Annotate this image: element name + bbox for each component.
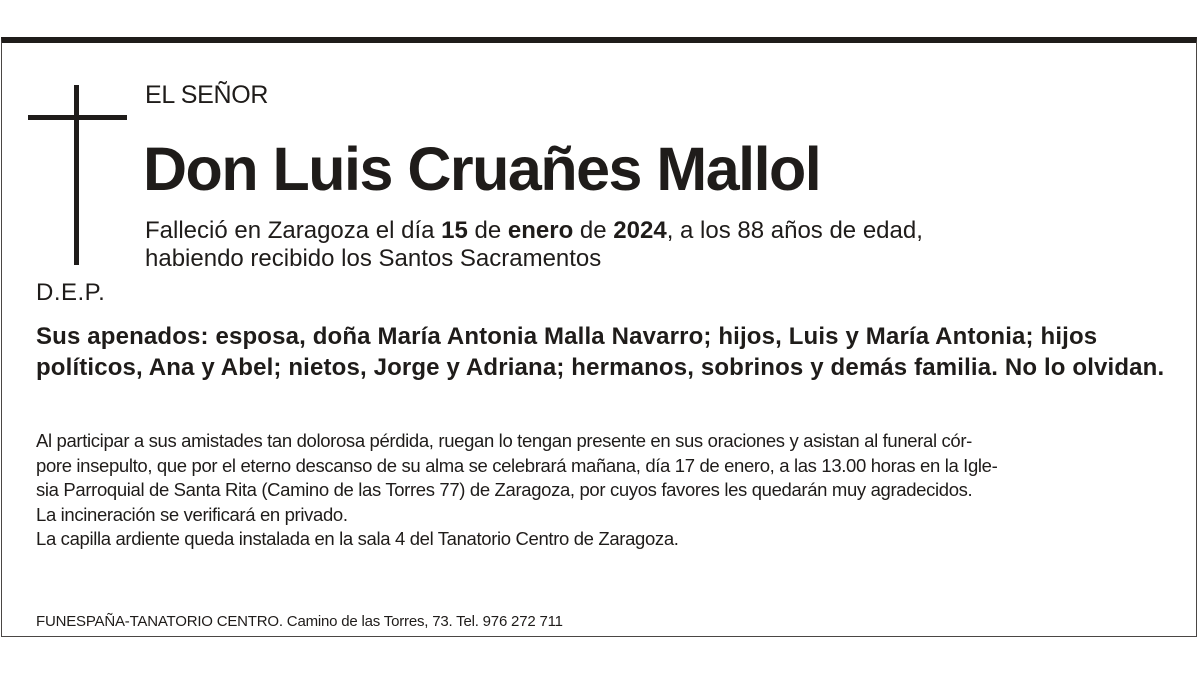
dep-label: D.E.P.	[36, 279, 106, 306]
death-month: enero	[507, 217, 574, 244]
funeral-details-line: sia Parroquial de Santa Rita (Camino de las Torres 77) de Zaragoza, por cuyos favores les quedarán muy agradecidos.	[36, 479, 973, 500]
obituary-notice	[1, 37, 1197, 637]
death-day: 15	[441, 217, 468, 244]
cross-vertical-bar	[74, 85, 79, 265]
funeral-home-footer	[36, 613, 563, 630]
funeral-details-line: pore insepulto, que por el eterno descanso de su alma se celebrará mañana, día 17 de enero, a las 13.00 horas en la Igle-	[36, 454, 998, 476]
funeral-details-line: La incineración se verificará en privado.	[36, 503, 348, 525]
funeral-details	[36, 429, 1176, 552]
death-year: 2024	[613, 217, 667, 244]
funeral-home-address: Camino de las Torres, 73. Tel. 976 272 711	[282, 613, 563, 630]
death-details	[145, 217, 923, 273]
deceased-name: Don Luis Cruañes Mallol	[143, 135, 821, 203]
funeral-home-name: FUNESPAÑA-TANATORIO CENTRO.	[36, 613, 283, 630]
death-details-line-2: habiendo recibido los Santos Sacramentos	[145, 245, 602, 272]
funeral-details-line: La capilla ardiente queda instalada en la sala 4 del Tanatorio Centro de Zaragoza.	[36, 528, 679, 549]
family-paragraph: Sus apenados: esposa, doña María Antonia Malla Navarro; hijos, Luis y María Antonia; hijos políticos, Ana y Abel; nietos, Jorge y Adriana; hermanos, sobrinos y demás familia. No lo olvidan.	[36, 323, 1165, 381]
cross-horizontal-bar	[28, 115, 127, 120]
death-details-line-1: Falleció en Zaragoza el día 15 de enero de 2024, a los 88 años de edad,	[145, 217, 923, 244]
funeral-details-line: Al participar a sus amistades tan dolorosa pérdida, ruegan lo tengan presente en sus oraciones y asistan al funeral cór-	[36, 430, 972, 451]
honorific-label: EL SEÑOR	[145, 81, 269, 109]
